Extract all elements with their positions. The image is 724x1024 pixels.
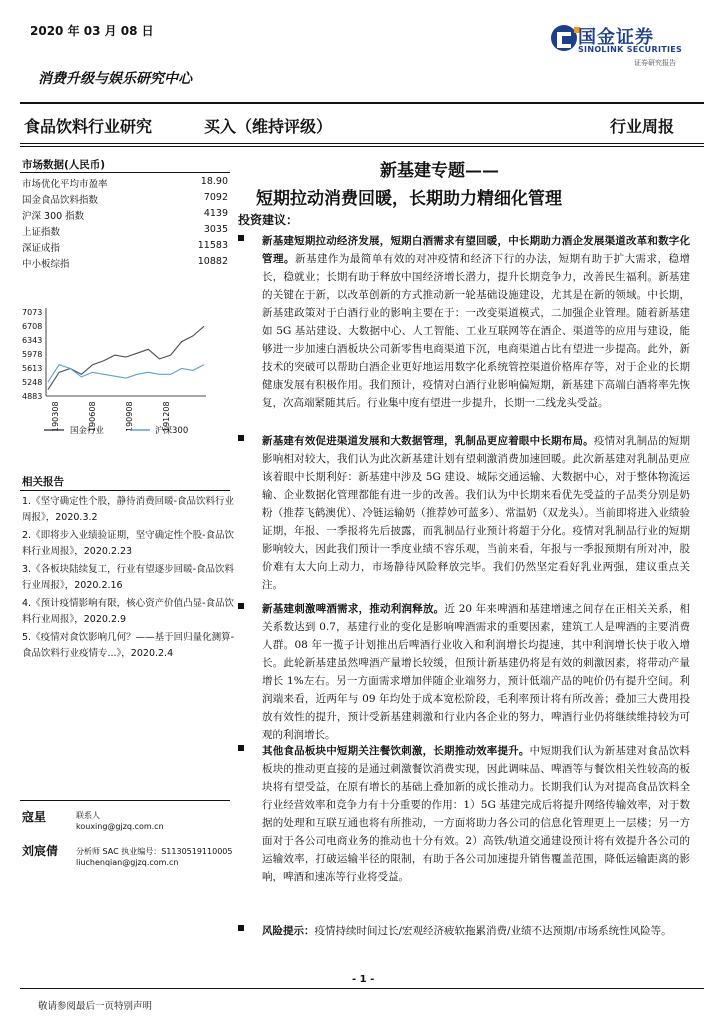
analyst-divider bbox=[20, 800, 230, 801]
market-row bbox=[22, 224, 228, 239]
bullet-icon bbox=[238, 603, 244, 609]
market-value: 7092 bbox=[203, 192, 228, 203]
industry-title: 食品饮料行业研究 bbox=[24, 117, 153, 136]
related-reports-title: 相关报告 bbox=[22, 476, 64, 488]
y-tick-label: 4883 bbox=[22, 392, 43, 401]
logo-en-text: SINOLINK SECURITIES bbox=[578, 45, 683, 54]
related-report-item[interactable]: 3.《各板块陆续复工，行业有望逐步回暖-食品饮料行业周报》，2020.2.16 bbox=[22, 564, 234, 591]
x-tick-label: 190908 bbox=[125, 401, 134, 432]
related-reports-divider bbox=[20, 490, 230, 491]
logo-cn-text: 国金证券 bbox=[578, 27, 654, 48]
market-label: 沪深 300 指数 bbox=[22, 211, 85, 222]
y-tick-label: 5248 bbox=[22, 378, 43, 387]
y-tick-label: 5978 bbox=[22, 350, 43, 359]
paragraph-body: 中短期我们认为新基建对食品饮料板块的推动更直接的是通过刺激餐饮消费实现，因此调味品、啤酒等与餐饮相关性较高的板块将有望受益，在原有增长的基础上叠加新的成长推动力。长期我们认为对提高食品饮料全行业经营效率和竞争力有十分重要的作用：1）5G 基建完成后将提升网络传输效率，对于数据的处理和互联互通也将有所推动，一方面将助力各公司的信息化管理更上一层楼；另一方面对于各公司电商业务的推动也十分有效。2）高铁/轨道交通建设预计将有效提升各公司的运输效率，打破运输半径的限制，有助于各公司加速提升销售覆盖范围，降低运输距离的影响，啤酒和速冻等行业将受益。 bbox=[262, 745, 691, 883]
market-label: 国金食品饮料指数 bbox=[22, 195, 99, 206]
legend-label-hs300: 沪深300 bbox=[155, 426, 189, 436]
paragraph-body: 疫情对乳制品的短期影响相对较大，我们认为此次新基建计划有望刺激消费加速回暖。此次新基建对乳制品更应该着眼中长期利好：新基建中涉及 5G 建设、城际交通运输、大数据中心，对于整体物流运输、企业数据化管理都能有进一步的改善。我们认为中长期来看优先受益的子品类分别是奶粉（推荐飞鹤澳优）、冷链运输奶（推荐妙可蓝多）、常温奶（双龙头）。当前即将进入业绩验证期，年报、一季报将先后披露，而乳制品行业预计将超于分化。疫情对乳制品行业的短期影响较大，因此我们预计一季度业绩不容乐观，当前来看，年报与一季报预期有所对冲，股价难有太大向上动力，市场静待风险释放完毕。我们仍然坚定看好乳业两强，建议重点关注。 bbox=[262, 435, 691, 591]
market-data-divider bbox=[20, 172, 230, 173]
legend-label-industry: 国金行业 bbox=[70, 426, 105, 436]
market-label: 市场优化平均市盈率 bbox=[22, 179, 108, 190]
footer-disclaimer: 敬请参阅最后一页特别声明 bbox=[38, 1001, 153, 1012]
report-type: 行业周报 bbox=[610, 117, 675, 136]
paragraph-lead: 其他食品板块中短期关注餐饮刺激，长期推动效率提升。 bbox=[262, 745, 530, 757]
analyst-name: 刘宸倩 bbox=[22, 844, 59, 858]
analyst-email[interactable]: kouxing@gjzq.com.cn bbox=[76, 822, 164, 831]
market-row bbox=[22, 176, 228, 191]
index-chart bbox=[20, 300, 230, 450]
market-value: 11583 bbox=[197, 240, 228, 251]
report-date: 2020 年 03 月 08 日 bbox=[30, 24, 154, 38]
bullet-icon bbox=[238, 435, 244, 441]
logo-emblem-icon bbox=[551, 25, 580, 51]
market-label: 上证指数 bbox=[22, 227, 61, 238]
advice-paragraph bbox=[238, 742, 690, 886]
header-divider bbox=[20, 102, 704, 104]
advice-paragraph bbox=[238, 432, 690, 594]
market-value: 3035 bbox=[203, 224, 228, 235]
x-tick-label: 190608 bbox=[88, 401, 97, 432]
analyst-name: 寇星 bbox=[22, 810, 47, 824]
market-row bbox=[22, 192, 228, 207]
advice-paragraph bbox=[238, 600, 690, 744]
paragraph-lead: 新基建刺激啤酒需求，推动利润释放。 bbox=[262, 603, 445, 615]
analyst-role: 联系人 bbox=[76, 811, 100, 820]
report-headline: 短期拉动消费回暖，长期助力精细化管理 bbox=[256, 189, 562, 209]
y-tick-label: 6708 bbox=[22, 322, 43, 331]
advice-paragraph bbox=[238, 922, 690, 940]
bullet-icon bbox=[238, 235, 244, 241]
market-row bbox=[22, 240, 228, 255]
series-line-hs300 bbox=[48, 365, 204, 382]
y-tick-label: 6343 bbox=[22, 336, 43, 345]
market-row bbox=[22, 208, 228, 223]
paragraph-body: 疫情持续时间过长/宏观经济疲软拖累消费/业绩不达预期/市场系统性风险等。 bbox=[314, 925, 672, 937]
analyst-role: 分析师 SAC 执业编号：S1130519110005 bbox=[76, 847, 233, 856]
logo-subtitle: 证券研究报告 bbox=[634, 59, 676, 67]
related-report-item[interactable]: 4.《预计疫情影响有限，核心资产价值凸显-食品饮料行业周报》，2020.2.9 bbox=[22, 598, 234, 625]
header-divider-bottom-2 bbox=[20, 146, 704, 147]
related-report-item[interactable]: 5.《疫情对食饮影响几何？——基于回归量化测算-食品饮料行业疫情专...》，2020.2.4 bbox=[22, 632, 234, 659]
x-tick-label: 191208 bbox=[162, 401, 171, 432]
analyst-email[interactable]: liuchenqian@gjzq.com.cn bbox=[76, 858, 179, 867]
market-label: 中小板综指 bbox=[22, 259, 70, 270]
related-report-item[interactable]: 2.《即将步入业绩验证期，坚守确定性个股-食品饮料行业周报》，2020.2.23 bbox=[22, 530, 234, 557]
market-value: 10882 bbox=[197, 256, 228, 267]
paragraph-body: 近 20 年来啤酒和基建增速之间存在正相关关系，相关系数达到 0.7，基建行业的变化是影响啤酒需求的重要因素，建筑工人是啤酒的主要消费人群。08 年一揽子计划推出后啤酒行业收入和利润增长均提速，其中利润增长快于收入增长。此轮新基建虽然啤酒产量增长较缓，但预计新基建仍将是有效的刺激因素，将带动产量增长 1%左右。另一方面需求增加伴随企业端努力，预计低端产品的吨价仍有提升空间。利润端来看，近两年与 09 年均处于成本宽松阶段，毛利率预计将有所改善；叠加三大费用投放有效性的提升，预计受新基建刺激和行业内各企业的努力，啤酒行业仍将继续维持较为可观的利润增长。 bbox=[262, 603, 690, 741]
investment-advice-label: 投资建议： bbox=[238, 213, 299, 227]
related-report-item[interactable]: 1.《坚守确定性个股，静待消费回暖-食品饮料行业周报》，2020.3.2 bbox=[22, 496, 234, 523]
paragraph-lead: 新基建有效促进渠道发展和大数据管理，乳制品更应着眼中长期布局。 bbox=[262, 435, 594, 447]
y-tick-label: 5613 bbox=[22, 364, 43, 373]
page-number: - 1 - bbox=[352, 974, 375, 985]
y-tick-label: 7073 bbox=[22, 308, 43, 317]
paragraph-lead: 风险提示： bbox=[262, 925, 315, 937]
bullet-icon bbox=[238, 745, 244, 751]
header-divider-bottom bbox=[20, 143, 704, 144]
advice-paragraph bbox=[238, 232, 690, 412]
market-value: 4139 bbox=[203, 208, 228, 219]
research-center: 消费升级与娱乐研究中心 bbox=[38, 71, 192, 87]
market-label: 深证成指 bbox=[22, 243, 61, 254]
paragraph-lead: 新基建短期拉动经济发展，短期白酒需求有望回暖，中长期助力酒企发展渠道改革和数字化管理。 bbox=[262, 235, 690, 265]
market-data-title: 市场数据(人民币) bbox=[22, 159, 106, 171]
market-row bbox=[22, 256, 228, 271]
paragraph-body: 新基建作为最简单有效的对冲疫情和经济下行的办法，短期有助于扩大需求，稳增长，稳就业；长期有助于释放中国经济增长潜力，提升长期竞争力，改善民生福利。新基建的关键在于新，以改革创新的方式推动新一轮基础设施建设，尤其是在新的领域。中长期，新基建政策对于白酒行业的影响主要在于：一改变渠道模式，二加强企业管理。随着新基建如 5G 基站建设、大数据中心、人工智能、工业互联网等在酒企、渠道等的应用与建设，能够进一步加速白酒板块公司新零售电商渠道下沉，电商渠道占比有望进一步提高。此外，新技术的突破可以帮助白酒企业更好地运用数字化系统管控渠道价格库存等，对于企业的长期健康发展有积极作用。我们预计，疫情对白酒行业影响偏短期，新基建下高端白酒将率先恢复，次高端紧随其后。行业集中度有望进一步提升，长期一二线龙头受益。 bbox=[262, 253, 691, 409]
footer-divider bbox=[20, 988, 704, 989]
topic-title: 新基建专题—— bbox=[380, 161, 499, 181]
x-tick-label: 190308 bbox=[51, 401, 60, 432]
market-value: 18.90 bbox=[200, 176, 228, 187]
series-line-industry bbox=[48, 326, 204, 389]
bullet-icon bbox=[238, 925, 244, 931]
rating-label: 买入（维持评级） bbox=[204, 117, 333, 136]
